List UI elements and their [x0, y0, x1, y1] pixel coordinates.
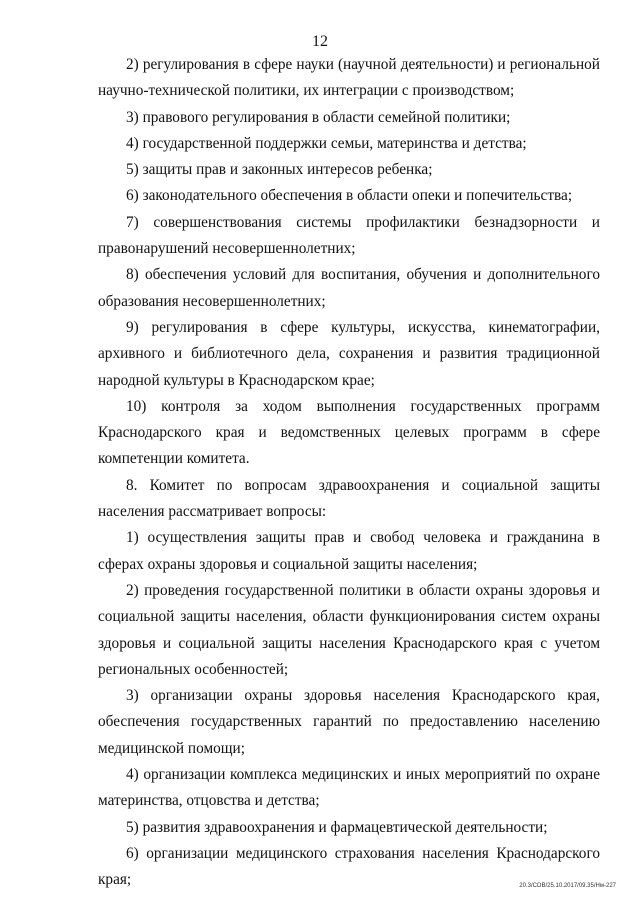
paragraph-health-item-3: 3) организации охраны здоровья населения Краснодарского края, обеспечения государственных гарантий по предоставлению населению медицинской помощи;: [98, 687, 600, 757]
paragraph-item-8-education: 8) обеспечения условий для воспитания, обучения и дополнительного образования несовершеннолетних;: [98, 266, 600, 310]
paragraph-item-2-science: 2) регулирования в сфере науки (научной деятельности) и региональной научно-технической политики, их интеграции с производством;: [98, 56, 600, 100]
paragraph-item-9-culture: 9) регулирования в сфере культуры, искусства, кинематографии, архивного и библиотечного дела, сохранения и развития традиционной народной культуры в Краснодарском крае;: [98, 318, 600, 389]
paragraph-health-item-4: 4) организации комплекса медицинских и иных мероприятий по охране материнства, отцовства и детства;: [98, 766, 600, 810]
paragraph-item-7-prevention: 7) совершенствования системы профилактики безнадзорности и правонарушений несовершеннолетних;: [98, 213, 600, 258]
paragraph-item-10-control: 10) контроля за ходом выполнения государственных программ Краснодарского края и ведомственных целевых программ в сфере компетенции комитета.: [98, 397, 600, 468]
page-number: 12: [312, 33, 328, 50]
paragraph-item-4-family-support: 4) государственной поддержки семьи, материнства и детства;: [126, 134, 527, 152]
paragraph-item-5-child-rights: 5) защиты прав и законных интересов ребенка;: [126, 161, 433, 179]
document-body: [98, 52, 600, 894]
document-footer-code: 20.3/СОВ/25.10.2017/09.35/Нм-227: [519, 883, 616, 889]
paragraph-health-item-2: 2) проведения государственной политики в области охраны здоровья и социальной защиты населения, области функционирования систем охраны здоровья и социальной защиты населения Краснодарского края с учетом региональных особенностей;: [98, 581, 600, 678]
paragraph-health-item-5: 5) развития здравоохранения и фармацевтической деятельности;: [126, 818, 548, 836]
paragraph-health-item-1: 1) осуществления защиты прав и свобод человека и гражданина в сферах охраны здоровья и социальной защиты населения;: [98, 529, 600, 573]
paragraph-item-3-family-policy: 3) правового регулирования в области семейной политики;: [126, 108, 511, 126]
paragraph-section-8-heading: 8. Комитет по вопросам здравоохранения и социальной защиты населения рассматривает вопросы:: [98, 476, 600, 521]
paragraph-health-item-6: 6) организации медицинского страхования населения Краснодарского края;: [98, 844, 600, 889]
paragraph-item-6-guardianship: 6) законодательного обеспечения в области опеки и попечительства;: [126, 187, 573, 205]
